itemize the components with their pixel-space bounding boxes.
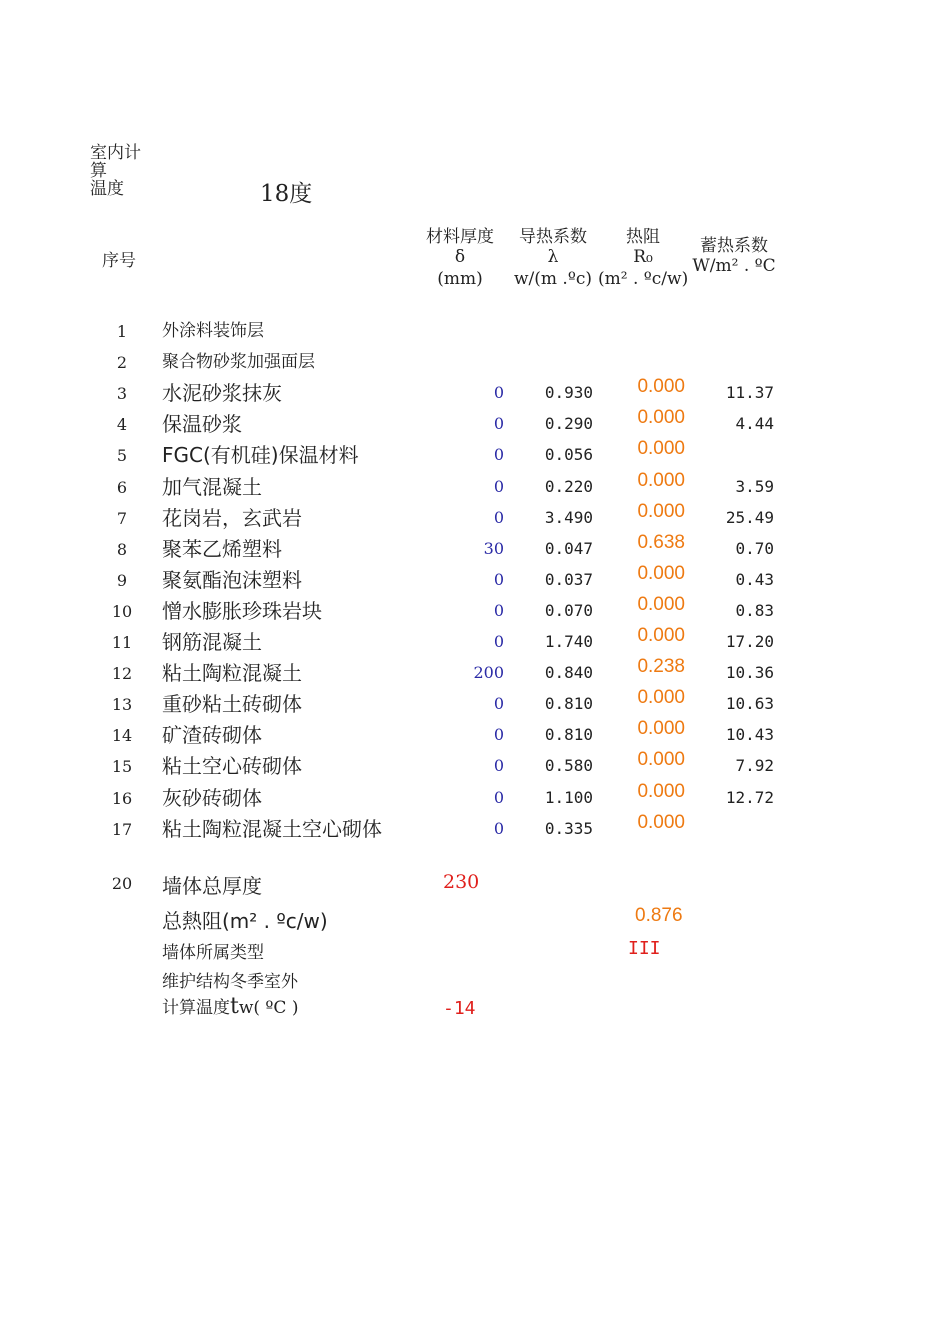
material-conductivity: 0.335 [544,818,593,838]
material-name: 矿渣砖砌体 [162,723,262,748]
material-thickness: 0 [493,694,504,714]
outdoor-temp-label-prefix: 计算温度 [162,998,230,1018]
material-conductivity: 0.840 [544,663,593,683]
material-heat-storage: 0.70 [735,538,774,558]
material-name: FGC(有机硅)保温材料 [162,443,359,468]
material-heat-storage: 10.43 [725,725,774,745]
material-heat-storage: 4.44 [735,414,774,434]
table-row [0,689,950,720]
row-index: 6 [116,477,128,497]
material-conductivity: 0.810 [544,725,593,745]
header-resistance-symbol: R₀ [633,247,653,267]
row-index: 11 [111,633,133,652]
material-name: 保温砂浆 [162,412,242,437]
row-index: 2 [116,353,128,373]
indoor-temp-value: 18度 [260,181,313,207]
material-name: 聚合物砂浆加强面层 [162,352,315,373]
header-thickness-symbol: δ [454,247,466,267]
material-name: 钢筋混凝土 [162,630,262,654]
material-conductivity: 1.100 [544,787,593,807]
header-thickness [415,227,505,289]
indoor-temp-label-line2: 算 [90,161,107,181]
table-row [0,500,950,534]
material-conductivity: 0.056 [544,445,593,465]
material-resistance: 0.000 [637,562,685,584]
material-resistance: 0.000 [637,500,685,522]
material-heat-storage: 3.59 [735,476,774,496]
total-resistance-label: 总熱阻(m² . ºc/w) [162,909,328,933]
table-row [0,469,950,503]
row-index: 17 [111,819,133,839]
material-thickness: 0 [493,476,504,496]
table-row [0,658,950,689]
material-name: 聚氨酯泡沫塑料 [162,567,302,592]
material-heat-storage: 10.36 [725,663,774,683]
outdoor-temp-label-line1: 维护结构冬季室外 [162,972,298,992]
indoor-temp-label [90,144,141,198]
table-row [0,593,950,627]
row-index: 12 [111,664,133,684]
material-thickness: 0 [493,507,504,527]
header-storage [688,236,780,276]
row-index: 10 [111,601,133,621]
material-conductivity: 0.047 [544,538,593,558]
outdoor-temp-value: -14 [443,998,476,1019]
table-row [0,751,950,782]
material-thickness: 200 [473,663,504,683]
header-resistance-title: 热阻 [626,227,660,247]
material-resistance: 0.000 [637,749,685,771]
table-row [0,531,950,565]
material-conductivity: 0.037 [544,569,593,589]
material-thickness: 0 [493,600,504,620]
material-resistance: 0.000 [637,593,685,615]
wall-type-label: 墙体所属类型 [162,943,264,963]
material-name: 花岗岩，玄武岩 [162,505,302,530]
material-heat-storage: 17.20 [725,632,774,651]
row-index: 16 [111,788,133,808]
material-name: 水泥砂浆抹灰 [162,381,282,406]
summary-index: 20 [111,874,133,893]
indoor-temp-label-line1: 室内计 [90,143,141,163]
material-resistance: 0.000 [637,376,685,398]
material-conductivity: 3.490 [544,507,593,527]
header-conductivity-symbol: λ [547,247,559,267]
material-thickness: 0 [493,569,504,589]
table-row [0,811,950,845]
material-heat-storage: 0.43 [735,569,774,589]
material-name: 聚苯乙烯塑料 [162,536,282,561]
table-row [0,562,950,596]
indoor-temp-label-line3: 温度 [90,179,124,199]
material-conductivity: 0.290 [544,414,593,434]
table-row [0,316,950,347]
header-resistance-unit: (m² . ºc/w) [598,269,689,289]
header-thickness-unit: (mm) [437,269,483,289]
material-conductivity: 0.810 [544,694,593,714]
material-thickness: 0 [493,383,504,403]
material-name: 粘土陶粒混凝土 [162,661,302,686]
material-heat-storage: 12.72 [725,787,774,807]
material-thickness: 30 [483,538,504,558]
row-index: 14 [111,726,133,746]
row-index: 4 [116,415,128,435]
material-thickness: 0 [493,414,504,434]
material-conductivity: 0.930 [544,383,593,403]
material-resistance: 0.000 [637,469,685,491]
material-name: 重砂粘土砖砌体 [162,692,302,717]
material-thickness: 0 [493,787,504,807]
material-conductivity: 0.070 [544,600,593,620]
header-conductivity [507,227,599,289]
table-row [0,627,950,658]
material-thickness: 0 [493,818,504,838]
material-conductivity: 1.740 [544,632,593,651]
material-heat-storage: 10.63 [725,694,774,714]
material-conductivity: 0.220 [544,476,593,496]
row-index: 1 [116,322,128,341]
material-resistance: 0.000 [637,780,685,802]
total-resistance-value: 0.876 [635,905,683,926]
header-resistance [598,227,688,289]
material-resistance: 0.000 [637,438,685,460]
row-index: 3 [116,384,128,404]
material-name: 加气混凝土 [162,474,262,499]
material-thickness: 0 [493,445,504,465]
row-index: 5 [116,446,128,466]
total-thickness-value: 230 [443,871,480,893]
row-index: 15 [111,757,133,777]
material-name: 粘土陶粒混凝土空心砌体 [162,816,382,841]
header-conductivity-unit: w/(m .ºc) [514,269,592,289]
material-heat-storage: 0.83 [735,600,774,620]
table-row [0,347,950,378]
header-storage-title: 蓄热系数 [700,236,768,256]
material-resistance: 0.238 [637,656,685,678]
outdoor-temp-label-line2 [162,993,298,1019]
table-row [0,780,950,814]
material-heat-storage: 11.37 [725,383,774,403]
material-resistance: 0.000 [637,407,685,429]
row-index: 9 [116,570,128,590]
material-conductivity: 0.580 [544,756,593,776]
material-name: 外涂料装饰层 [162,321,264,341]
material-heat-storage: 7.92 [735,756,774,776]
table-row [0,378,950,409]
material-name: 粘土空心砖砌体 [162,754,302,779]
material-resistance: 0.000 [637,687,685,709]
row-index: 8 [116,539,128,559]
header-thickness-title: 材料厚度 [426,227,494,247]
table-row [0,409,950,440]
header-storage-unit: W/m² . ºC [692,256,776,276]
total-thickness-label: 墙体总厚度 [162,874,262,898]
row-index: 13 [111,695,133,715]
material-thickness: 0 [493,725,504,745]
material-name: 憎水膨胀珍珠岩块 [162,598,322,623]
material-name: 灰砂砖砌体 [162,785,262,810]
outdoor-temp-label-suffix: w( ºC ) [238,998,299,1018]
wall-type-value: III [628,938,661,959]
header-index: 序号 [102,251,136,271]
row-index: 7 [116,508,128,528]
material-resistance: 0.000 [637,625,685,646]
material-thickness: 0 [493,756,504,776]
outdoor-temp-label-t: t [230,994,239,1019]
table-row [0,440,950,471]
header-conductivity-title: 导热系数 [519,227,587,247]
material-thickness: 0 [493,632,504,651]
material-heat-storage: 25.49 [725,507,774,527]
material-resistance: 0.000 [637,718,685,740]
material-resistance: 0.638 [637,531,685,553]
table-row [0,720,950,751]
material-resistance: 0.000 [637,811,685,833]
